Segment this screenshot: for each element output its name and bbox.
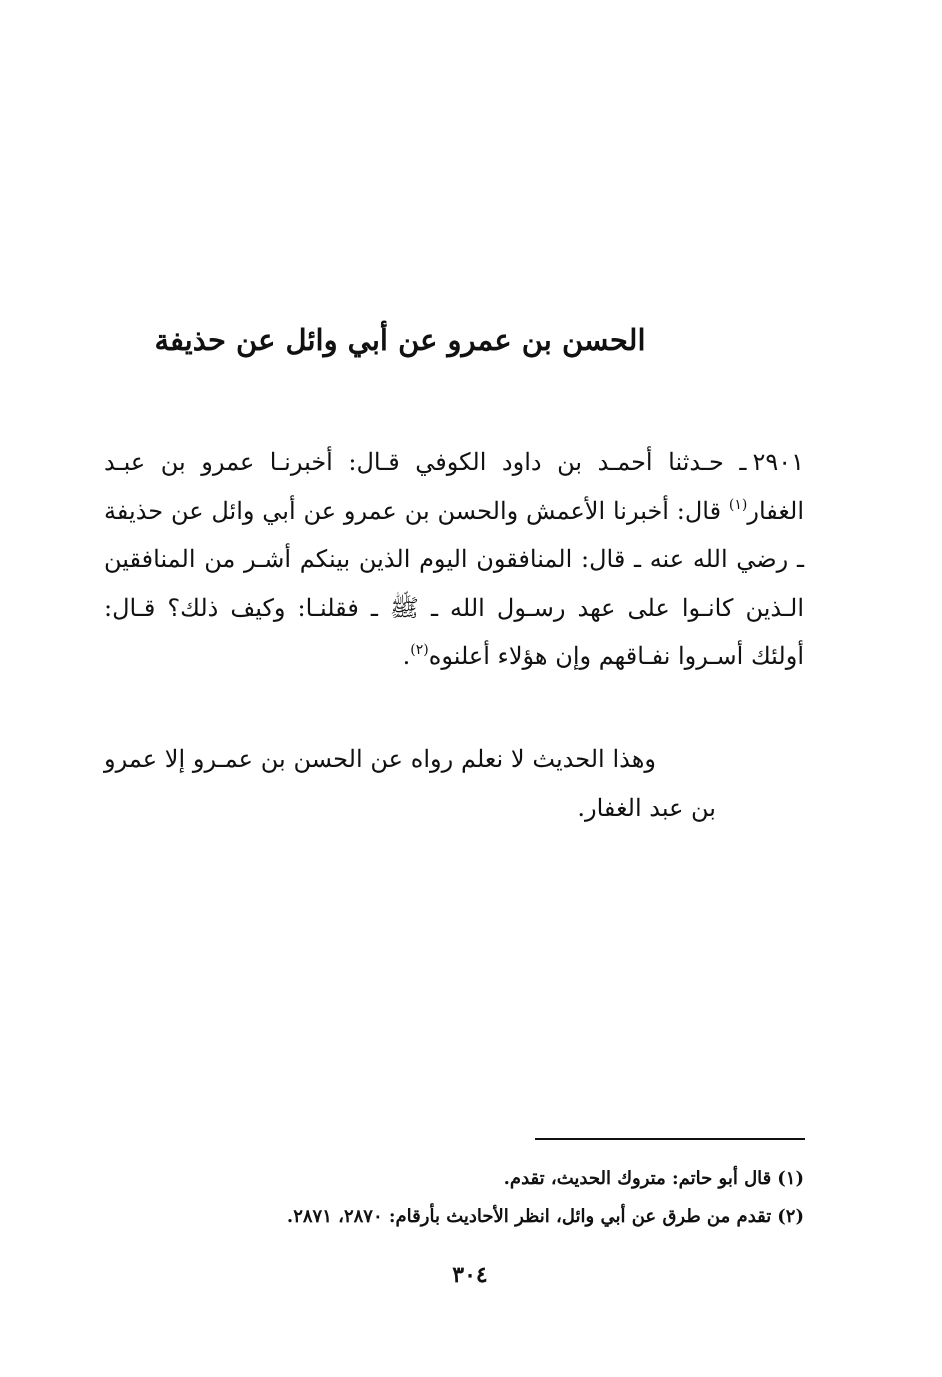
- hadith-paragraph: [104, 438, 804, 681]
- hadith-text-part-2: قال: أخبرنا الأعمش والحسن بن عمرو عن أبي وائل عن حذيفة ـ رضي الله عنه ـ قال: المنافقون اليوم الذين بينكم أشـر من المنافقين الـذين كانـوا على عهد رسـول الله ـ ﷺ ـ فقلنـا: وكيف ذلك؟ قـال: أولئك أسـروا نفـاقهم وإن هؤلاء أعلنوه: [104, 496, 804, 670]
- footnote-ref-2[interactable]: (٢): [410, 642, 429, 658]
- hadith-end-mark: .: [402, 642, 411, 670]
- footnote-text: قال أبو حاتم: متروك الحديث، تقدم.: [503, 1168, 772, 1189]
- footnote-marker: (٢): [777, 1206, 804, 1227]
- footnotes-section: [150, 1160, 804, 1236]
- footnote-separator: [535, 1138, 805, 1140]
- footnote-1: [150, 1160, 804, 1198]
- footnote-marker: (١): [777, 1168, 804, 1189]
- hadith-text-part-1: ـ حـدثنا أحمـد بن داود الكوفي قـال: أخبرنـا عمرو بن عبـد الغفار: [104, 448, 804, 525]
- hadith-number: ٢٩٠١: [752, 448, 804, 476]
- section-heading: الحسن بن عمرو عن أبي وائل عن حذيفة: [154, 323, 646, 357]
- page-number: ٣٠٤: [452, 1262, 488, 1288]
- footnote-2: [150, 1198, 804, 1236]
- footnote-text: تقدم من طرق عن أبي وائل، انظر الأحاديث بأرقام: ٢٨٧٠، ٢٨٧١.: [286, 1206, 772, 1227]
- commentary-paragraph: وهذا الحديث لا نعلم رواه عن الحسن بن عمـرو إلا عمرو بن عبد الغفار.: [104, 745, 716, 822]
- footnote-ref-1[interactable]: (١): [728, 496, 748, 513]
